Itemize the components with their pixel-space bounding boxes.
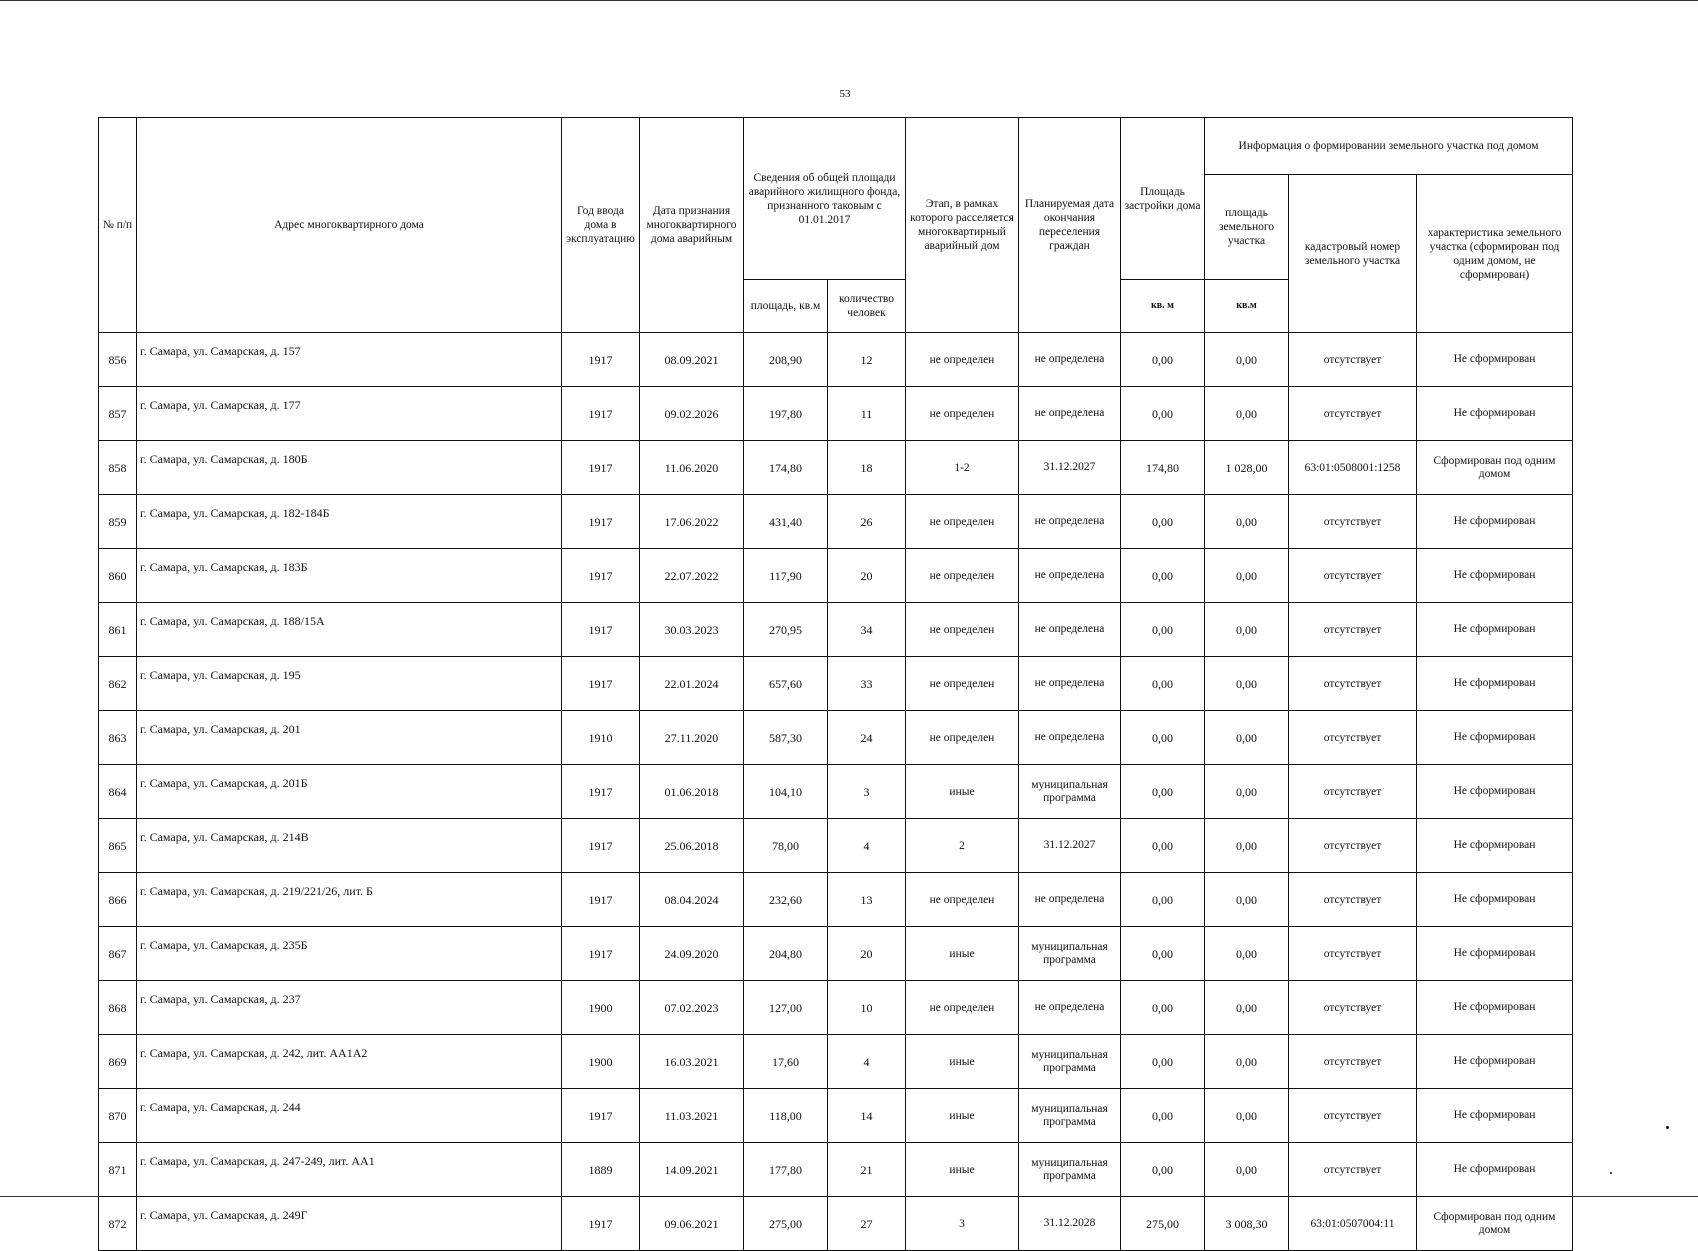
row-land-area: 0,00 — [1205, 765, 1289, 819]
row-cadastral: отсутствует — [1289, 819, 1417, 873]
row-number: 870 — [99, 1089, 137, 1143]
header-date-recognized: Дата признания многоквартирного дома аварийным — [640, 118, 744, 333]
row-land-area: 0,00 — [1205, 387, 1289, 441]
row-address: г. Самара, ул. Самарская, д. 237 — [137, 981, 562, 1035]
row-built-area: 0,00 — [1121, 387, 1205, 441]
row-planned-date: 31.12.2027 — [1019, 441, 1121, 495]
row-built-area: 0,00 — [1121, 819, 1205, 873]
row-people: 11 — [828, 387, 906, 441]
row-address: г. Самара, ул. Самарская, д. 157 — [137, 333, 562, 387]
row-planned-date: муниципальная программа — [1019, 1035, 1121, 1089]
row-people: 33 — [828, 657, 906, 711]
row-planned-date: не определена — [1019, 657, 1121, 711]
row-area: 117,90 — [744, 549, 828, 603]
row-cadastral: 63:01:0507004:11 — [1289, 1197, 1417, 1251]
row-land-area: 0,00 — [1205, 1089, 1289, 1143]
row-built-area: 0,00 — [1121, 333, 1205, 387]
row-area: 657,60 — [744, 657, 828, 711]
row-date-recognized: 07.02.2023 — [640, 981, 744, 1035]
row-year: 1917 — [562, 819, 640, 873]
table-row — [99, 819, 1573, 873]
row-land-area: 1 028,00 — [1205, 441, 1289, 495]
table-row — [99, 1089, 1573, 1143]
header-num: № п/п — [99, 118, 137, 333]
table-row — [99, 1035, 1573, 1089]
row-year: 1917 — [562, 549, 640, 603]
row-land-status: Не сформирован — [1417, 981, 1573, 1035]
row-land-area: 0,00 — [1205, 819, 1289, 873]
row-area: 104,10 — [744, 765, 828, 819]
row-people: 13 — [828, 873, 906, 927]
row-date-recognized: 11.06.2020 — [640, 441, 744, 495]
row-stage: не определен — [906, 981, 1019, 1035]
row-cadastral: 63:01:0508001:1258 — [1289, 441, 1417, 495]
row-address: г. Самара, ул. Самарская, д. 214В — [137, 819, 562, 873]
row-built-area: 0,00 — [1121, 495, 1205, 549]
row-date-recognized: 08.04.2024 — [640, 873, 744, 927]
row-area: 78,00 — [744, 819, 828, 873]
row-land-status: Не сформирован — [1417, 765, 1573, 819]
row-number: 871 — [99, 1143, 137, 1197]
row-stage: иные — [906, 765, 1019, 819]
row-people: 27 — [828, 1197, 906, 1251]
row-area: 587,30 — [744, 711, 828, 765]
row-built-area: 0,00 — [1121, 765, 1205, 819]
header-built-area: Площадь застройки дома — [1121, 118, 1205, 280]
row-people: 3 — [828, 765, 906, 819]
scan-speck — [1666, 1126, 1669, 1129]
row-land-status: Не сформирован — [1417, 549, 1573, 603]
header-emergency-fund: Сведения об общей площади аварийного жилищного фонда, признанного таковым с 01.01.2017 — [744, 118, 906, 280]
row-land-area: 0,00 — [1205, 333, 1289, 387]
row-date-recognized: 22.07.2022 — [640, 549, 744, 603]
row-stage: не определен — [906, 711, 1019, 765]
row-number: 865 — [99, 819, 137, 873]
row-date-recognized: 14.09.2021 — [640, 1143, 744, 1197]
header-cadastral: кадастровый номер земельного участка — [1289, 175, 1417, 333]
row-year: 1917 — [562, 873, 640, 927]
table-row — [99, 981, 1573, 1035]
scan-speck — [1610, 1172, 1612, 1174]
row-number: 862 — [99, 657, 137, 711]
row-built-area: 0,00 — [1121, 1035, 1205, 1089]
row-cadastral: отсутствует — [1289, 1035, 1417, 1089]
scan-edge-top — [0, 0, 1698, 1]
row-address: г. Самара, ул. Самарская, д. 183Б — [137, 549, 562, 603]
row-area: 127,00 — [744, 981, 828, 1035]
row-year: 1917 — [562, 657, 640, 711]
table-row — [99, 441, 1573, 495]
row-year: 1917 — [562, 927, 640, 981]
row-built-area: 0,00 — [1121, 603, 1205, 657]
row-planned-date: не определена — [1019, 711, 1121, 765]
table-row — [99, 927, 1573, 981]
row-area: 275,00 — [744, 1197, 828, 1251]
row-number: 872 — [99, 1197, 137, 1251]
row-land-area: 0,00 — [1205, 603, 1289, 657]
row-date-recognized: 01.06.2018 — [640, 765, 744, 819]
row-built-area: 0,00 — [1121, 549, 1205, 603]
row-address: г. Самара, ул. Самарская, д. 188/15А — [137, 603, 562, 657]
row-cadastral: отсутствует — [1289, 981, 1417, 1035]
header-unit-land: кв.м — [1205, 280, 1289, 333]
row-cadastral: отсутствует — [1289, 873, 1417, 927]
header-people: количество человек — [828, 280, 906, 333]
row-land-status: Не сформирован — [1417, 1143, 1573, 1197]
row-people: 24 — [828, 711, 906, 765]
row-land-status: Не сформирован — [1417, 495, 1573, 549]
table-row — [99, 495, 1573, 549]
row-number: 857 — [99, 387, 137, 441]
row-date-recognized: 27.11.2020 — [640, 711, 744, 765]
row-area: 232,60 — [744, 873, 828, 927]
row-land-area: 0,00 — [1205, 711, 1289, 765]
row-planned-date: не определена — [1019, 549, 1121, 603]
row-built-area: 0,00 — [1121, 873, 1205, 927]
table-row — [99, 387, 1573, 441]
row-land-status: Не сформирован — [1417, 711, 1573, 765]
row-year: 1917 — [562, 495, 640, 549]
row-year: 1910 — [562, 711, 640, 765]
row-address: г. Самара, ул. Самарская, д. 244 — [137, 1089, 562, 1143]
table-row — [99, 333, 1573, 387]
row-land-status: Не сформирован — [1417, 1035, 1573, 1089]
row-people: 21 — [828, 1143, 906, 1197]
row-year: 1917 — [562, 1089, 640, 1143]
row-area: 177,80 — [744, 1143, 828, 1197]
row-year: 1900 — [562, 981, 640, 1035]
row-year: 1917 — [562, 1197, 640, 1251]
row-stage: иные — [906, 927, 1019, 981]
row-planned-date: не определена — [1019, 981, 1121, 1035]
row-stage: не определен — [906, 333, 1019, 387]
row-planned-date: не определена — [1019, 603, 1121, 657]
row-land-area: 0,00 — [1205, 657, 1289, 711]
row-area: 208,90 — [744, 333, 828, 387]
row-area: 17,60 — [744, 1035, 828, 1089]
row-area: 431,40 — [744, 495, 828, 549]
row-planned-date: 31.12.2027 — [1019, 819, 1121, 873]
row-built-area: 0,00 — [1121, 711, 1205, 765]
row-land-status: Не сформирован — [1417, 333, 1573, 387]
header-year: Год ввода дома в эксплуатацию — [562, 118, 640, 333]
row-land-status: Не сформирован — [1417, 927, 1573, 981]
row-people: 26 — [828, 495, 906, 549]
row-built-area: 0,00 — [1121, 981, 1205, 1035]
table-row — [99, 603, 1573, 657]
row-year: 1917 — [562, 333, 640, 387]
row-land-status: Не сформирован — [1417, 873, 1573, 927]
row-year: 1917 — [562, 765, 640, 819]
row-planned-date: 31.12.2028 — [1019, 1197, 1121, 1251]
row-cadastral: отсутствует — [1289, 549, 1417, 603]
row-date-recognized: 30.03.2023 — [640, 603, 744, 657]
row-people: 4 — [828, 819, 906, 873]
row-land-status: Не сформирован — [1417, 387, 1573, 441]
row-planned-date: не определена — [1019, 495, 1121, 549]
row-address: г. Самара, ул. Самарская, д. 249Г — [137, 1197, 562, 1251]
row-stage: не определен — [906, 387, 1019, 441]
table-row — [99, 765, 1573, 819]
table-row — [99, 1143, 1573, 1197]
row-land-area: 0,00 — [1205, 1035, 1289, 1089]
table-row — [99, 549, 1573, 603]
row-cadastral: отсутствует — [1289, 927, 1417, 981]
row-number: 867 — [99, 927, 137, 981]
row-people: 12 — [828, 333, 906, 387]
row-planned-date: не определена — [1019, 333, 1121, 387]
row-stage: 2 — [906, 819, 1019, 873]
row-people: 14 — [828, 1089, 906, 1143]
row-built-area: 0,00 — [1121, 1143, 1205, 1197]
row-stage: иные — [906, 1089, 1019, 1143]
row-address: г. Самара, ул. Самарская, д. 195 — [137, 657, 562, 711]
header-area: площадь, кв.м — [744, 280, 828, 333]
row-people: 34 — [828, 603, 906, 657]
row-cadastral: отсутствует — [1289, 657, 1417, 711]
table-row — [99, 1197, 1573, 1251]
row-address: г. Самара, ул. Самарская, д. 242, лит. АА1А2 — [137, 1035, 562, 1089]
row-number: 869 — [99, 1035, 137, 1089]
row-land-area: 0,00 — [1205, 495, 1289, 549]
row-people: 18 — [828, 441, 906, 495]
row-built-area: 174,80 — [1121, 441, 1205, 495]
row-address: г. Самара, ул. Самарская, д. 235Б — [137, 927, 562, 981]
row-land-status: Сформирован под одним домом — [1417, 1197, 1573, 1251]
row-people: 10 — [828, 981, 906, 1035]
row-area: 118,00 — [744, 1089, 828, 1143]
row-year: 1889 — [562, 1143, 640, 1197]
row-date-recognized: 24.09.2020 — [640, 927, 744, 981]
row-number: 861 — [99, 603, 137, 657]
emergency-housing-table — [98, 117, 1573, 1251]
row-land-status: Сформирован под одним домом — [1417, 441, 1573, 495]
row-area: 204,80 — [744, 927, 828, 981]
row-cadastral: отсутствует — [1289, 1143, 1417, 1197]
row-built-area: 0,00 — [1121, 1089, 1205, 1143]
row-area: 197,80 — [744, 387, 828, 441]
table-row — [99, 711, 1573, 765]
row-cadastral: отсутствует — [1289, 603, 1417, 657]
header-stage: Этап, в рамках которого расселяется многоквартирный аварийный дом — [906, 118, 1019, 333]
row-number: 863 — [99, 711, 137, 765]
row-built-area: 0,00 — [1121, 927, 1205, 981]
row-stage: не определен — [906, 603, 1019, 657]
row-planned-date: муниципальная программа — [1019, 765, 1121, 819]
row-date-recognized: 09.06.2021 — [640, 1197, 744, 1251]
row-planned-date: не определена — [1019, 873, 1121, 927]
row-address: г. Самара, ул. Самарская, д. 177 — [137, 387, 562, 441]
row-date-recognized: 09.02.2026 — [640, 387, 744, 441]
row-year: 1917 — [562, 441, 640, 495]
row-people: 20 — [828, 549, 906, 603]
row-land-area: 0,00 — [1205, 873, 1289, 927]
row-date-recognized: 16.03.2021 — [640, 1035, 744, 1089]
row-planned-date: не определена — [1019, 387, 1121, 441]
row-planned-date: муниципальная программа — [1019, 1143, 1121, 1197]
row-land-status: Не сформирован — [1417, 1089, 1573, 1143]
table-row — [99, 657, 1573, 711]
row-year: 1917 — [562, 603, 640, 657]
row-number: 866 — [99, 873, 137, 927]
page-number: 53 — [839, 88, 851, 100]
row-planned-date: муниципальная программа — [1019, 1089, 1121, 1143]
table-row — [99, 873, 1573, 927]
row-people: 20 — [828, 927, 906, 981]
row-stage: не определен — [906, 657, 1019, 711]
row-land-status: Не сформирован — [1417, 819, 1573, 873]
row-people: 4 — [828, 1035, 906, 1089]
row-number: 864 — [99, 765, 137, 819]
row-area: 174,80 — [744, 441, 828, 495]
row-land-area: 3 008,30 — [1205, 1197, 1289, 1251]
header-land-info: Информация о формировании земельного участка под домом — [1205, 118, 1573, 175]
row-cadastral: отсутствует — [1289, 765, 1417, 819]
header-address: Адрес многоквартирного дома — [137, 118, 562, 333]
row-date-recognized: 25.06.2018 — [640, 819, 744, 873]
row-stage: не определен — [906, 873, 1019, 927]
header-unit-built: кв. м — [1121, 280, 1205, 333]
row-stage: иные — [906, 1035, 1019, 1089]
row-area: 270,95 — [744, 603, 828, 657]
row-built-area: 0,00 — [1121, 657, 1205, 711]
row-address: г. Самара, ул. Самарская, д. 182-184Б — [137, 495, 562, 549]
row-land-status: Не сформирован — [1417, 657, 1573, 711]
row-cadastral: отсутствует — [1289, 711, 1417, 765]
row-number: 856 — [99, 333, 137, 387]
row-address: г. Самара, ул. Самарская, д. 247-249, лит. АА1 — [137, 1143, 562, 1197]
row-number: 860 — [99, 549, 137, 603]
row-planned-date: муниципальная программа — [1019, 927, 1121, 981]
row-number: 868 — [99, 981, 137, 1035]
row-stage: иные — [906, 1143, 1019, 1197]
row-address: г. Самара, ул. Самарская, д. 219/221/26, лит. Б — [137, 873, 562, 927]
row-land-area: 0,00 — [1205, 549, 1289, 603]
row-stage: не определен — [906, 549, 1019, 603]
header-land-characteristic: характеристика земельного участка (сформирован под одним домом, не сформирован) — [1417, 175, 1573, 333]
row-address: г. Самара, ул. Самарская, д. 201 — [137, 711, 562, 765]
row-stage: 1-2 — [906, 441, 1019, 495]
row-date-recognized: 08.09.2021 — [640, 333, 744, 387]
row-cadastral: отсутствует — [1289, 387, 1417, 441]
row-number: 859 — [99, 495, 137, 549]
row-land-status: Не сформирован — [1417, 603, 1573, 657]
header-planned-date: Планируемая дата окончания переселения граждан — [1019, 118, 1121, 333]
row-cadastral: отсутствует — [1289, 333, 1417, 387]
row-stage: не определен — [906, 495, 1019, 549]
row-date-recognized: 22.01.2024 — [640, 657, 744, 711]
row-land-area: 0,00 — [1205, 1143, 1289, 1197]
row-year: 1917 — [562, 387, 640, 441]
row-number: 858 — [99, 441, 137, 495]
row-stage: 3 — [906, 1197, 1019, 1251]
row-built-area: 275,00 — [1121, 1197, 1205, 1251]
row-year: 1900 — [562, 1035, 640, 1089]
row-cadastral: отсутствует — [1289, 495, 1417, 549]
row-cadastral: отсутствует — [1289, 1089, 1417, 1143]
row-land-area: 0,00 — [1205, 927, 1289, 981]
row-address: г. Самара, ул. Самарская, д. 201Б — [137, 765, 562, 819]
header-land-area: площадь земельного участка — [1205, 175, 1289, 280]
row-land-area: 0,00 — [1205, 981, 1289, 1035]
row-address: г. Самара, ул. Самарская, д. 180Б — [137, 441, 562, 495]
row-date-recognized: 11.03.2021 — [640, 1089, 744, 1143]
row-date-recognized: 17.06.2022 — [640, 495, 744, 549]
